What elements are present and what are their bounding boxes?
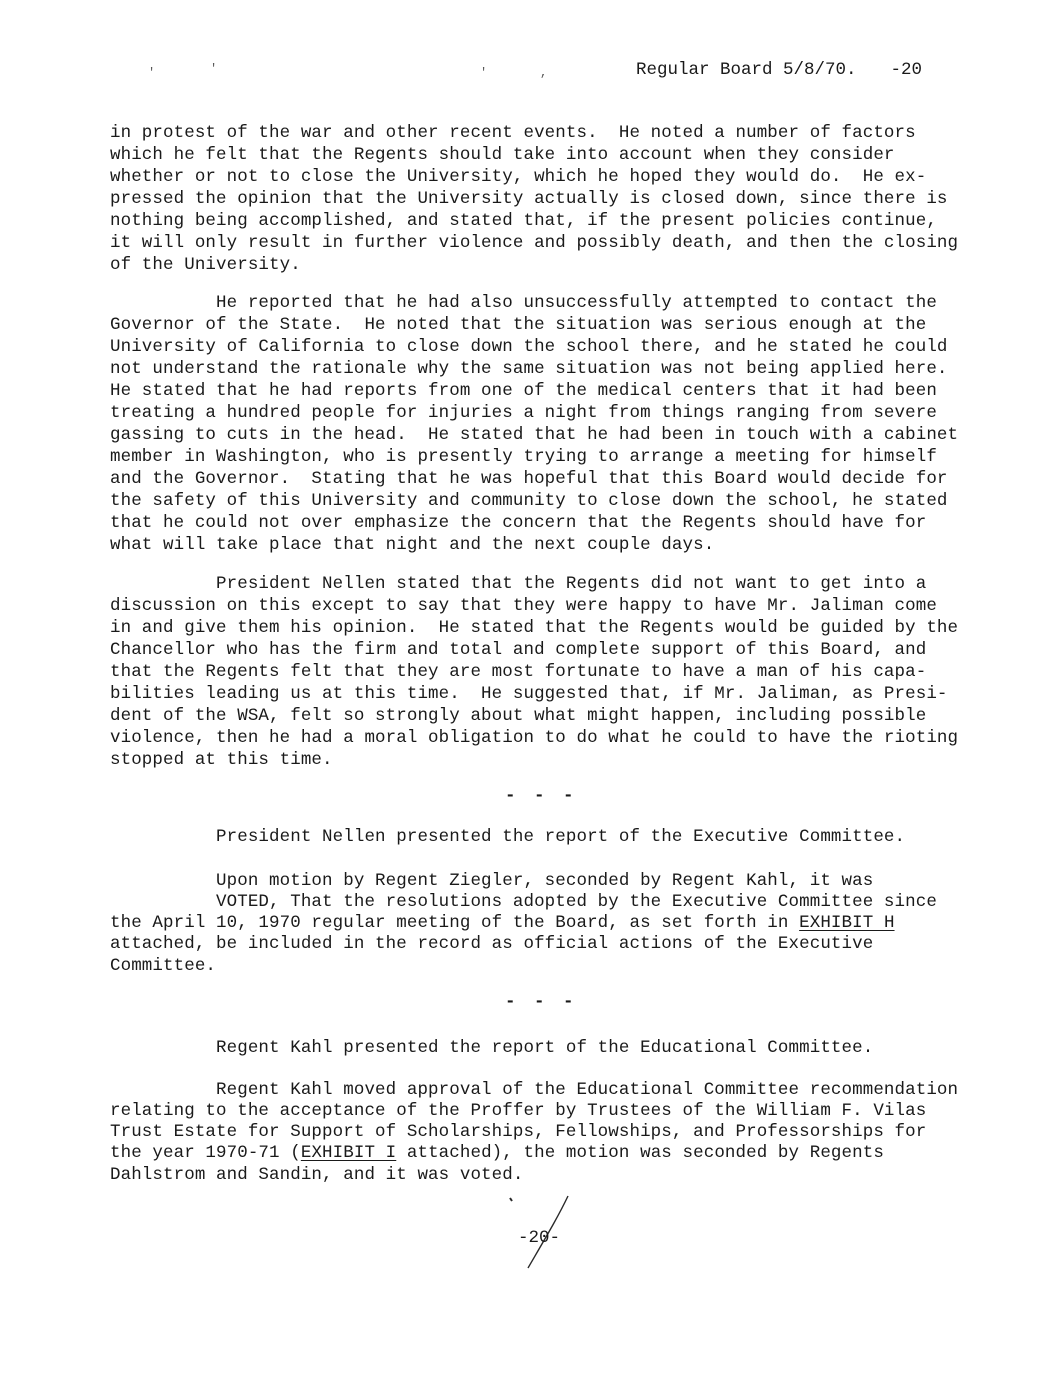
- exhibit-h-reference: EXHIBIT H: [799, 913, 895, 933]
- text-line: that he could not over emphasize the concern that the Regents should have for: [110, 513, 927, 533]
- exhibit-i-reference: EXHIBIT I: [300, 1143, 397, 1163]
- text-line: [110, 912, 895, 934]
- section-separator: - - -: [505, 992, 578, 1012]
- text-line: Governor of the State. He noted that the situation was serious enough at the: [110, 315, 927, 335]
- scan-speck: ': [210, 62, 218, 76]
- text-segment: attached), the motion was seconded by Regents: [396, 1143, 884, 1163]
- text-line: the safety of this University and community to close down the school, he stated: [110, 491, 948, 511]
- header-page-number: -20: [890, 60, 923, 80]
- text-line: He stated that he had reports from one of the medical centers that it had been: [110, 381, 937, 401]
- text-line: Upon motion by Regent Ziegler, seconded by Regent Kahl, it was: [110, 871, 874, 891]
- page-header: [636, 60, 922, 80]
- text-line: nothing being accomplished, and stated that, if the present policies continue,: [110, 211, 937, 231]
- text-line: it will only result in further violence and possibly death, and then the closing: [110, 233, 959, 253]
- text-line: attached, be included in the record as official actions of the Executive: [110, 934, 874, 954]
- text-line: treating a hundred people for injuries a night from things ranging from severe: [110, 403, 937, 423]
- scan-speck: ': [148, 66, 156, 80]
- text-line: Committee.: [110, 956, 217, 976]
- text-line: in and give them his opinion. He stated that the Regents would be guided by the: [110, 618, 959, 638]
- text-line: [110, 1142, 884, 1164]
- scan-speck: ': [480, 66, 488, 80]
- text-segment: the year 1970-71 (: [110, 1143, 301, 1163]
- header-title: Regular Board 5/8/70.: [636, 60, 857, 80]
- text-line: discussion on this except to say that they were happy to have Mr. Jaliman come: [110, 596, 937, 616]
- text-line: relating to the acceptance of the Proffer by Trustees of the William F. Vilas: [110, 1101, 927, 1121]
- text-line: He reported that he had also unsuccessfully attempted to contact the: [110, 293, 937, 313]
- text-line: Regent Kahl moved approval of the Educational Committee recommendation: [110, 1080, 959, 1100]
- text-line: and the Governor. Stating that he was hopeful that this Board would decide for: [110, 469, 948, 489]
- text-line: University of California to close down the school there, and he stated he could: [110, 337, 948, 357]
- text-line: whether or not to close the University, which he hoped they would do. He ex-: [110, 167, 927, 187]
- text-line: what will take place that night and the next couple days.: [110, 535, 715, 555]
- text-line: VOTED, That the resolutions adopted by the Executive Committee since: [110, 892, 937, 912]
- text-line: bilities leading us at this time. He suggested that, if Mr. Jaliman, as Presi-: [110, 684, 948, 704]
- text-line: Trust Estate for Support of Scholarships, Fellowships, and Professorships for: [110, 1122, 927, 1142]
- text-line: violence, then he had a moral obligation to do what he could to have the rioting: [110, 728, 959, 748]
- section-separator: - - -: [505, 786, 578, 806]
- text-line: Chancellor who has the firm and total and complete support of this Board, and: [110, 640, 927, 660]
- text-line: gassing to cuts in the head. He stated that he had been in touch with a cabinet: [110, 425, 959, 445]
- text-line: in protest of the war and other recent events. He noted a number of factors: [110, 123, 916, 143]
- text-segment: the April 10, 1970 regular meeting of the Board, as set forth in: [110, 913, 800, 933]
- text-line: which he felt that the Regents should take into account when they consider: [110, 145, 895, 165]
- text-line: pressed the opinion that the University actually is closed down, since there is: [110, 189, 948, 209]
- text-line: member in Washington, who is presently trying to arrange a meeting for himself: [110, 447, 937, 467]
- text-line: dent of the WSA, felt so strongly about what might happen, including possible: [110, 706, 927, 726]
- text-line: stopped at this time.: [110, 750, 333, 770]
- text-line: that the Regents felt that they are most fortunate to have a man of his capa-: [110, 662, 927, 682]
- text-line: of the University.: [110, 255, 301, 275]
- scan-speck: ,: [540, 66, 548, 80]
- text-line: not understand the rationale why the same situation was not being applied here.: [110, 359, 948, 379]
- text-line: Dahlstrom and Sandin, and it was voted.: [110, 1165, 524, 1185]
- text-line: President Nellen presented the report of the Executive Committee.: [110, 827, 906, 847]
- text-line: Regent Kahl presented the report of the Educational Committee.: [110, 1038, 874, 1058]
- footer-page-number: -20-: [518, 1228, 561, 1248]
- text-line: President Nellen stated that the Regents did not want to get into a: [110, 574, 927, 594]
